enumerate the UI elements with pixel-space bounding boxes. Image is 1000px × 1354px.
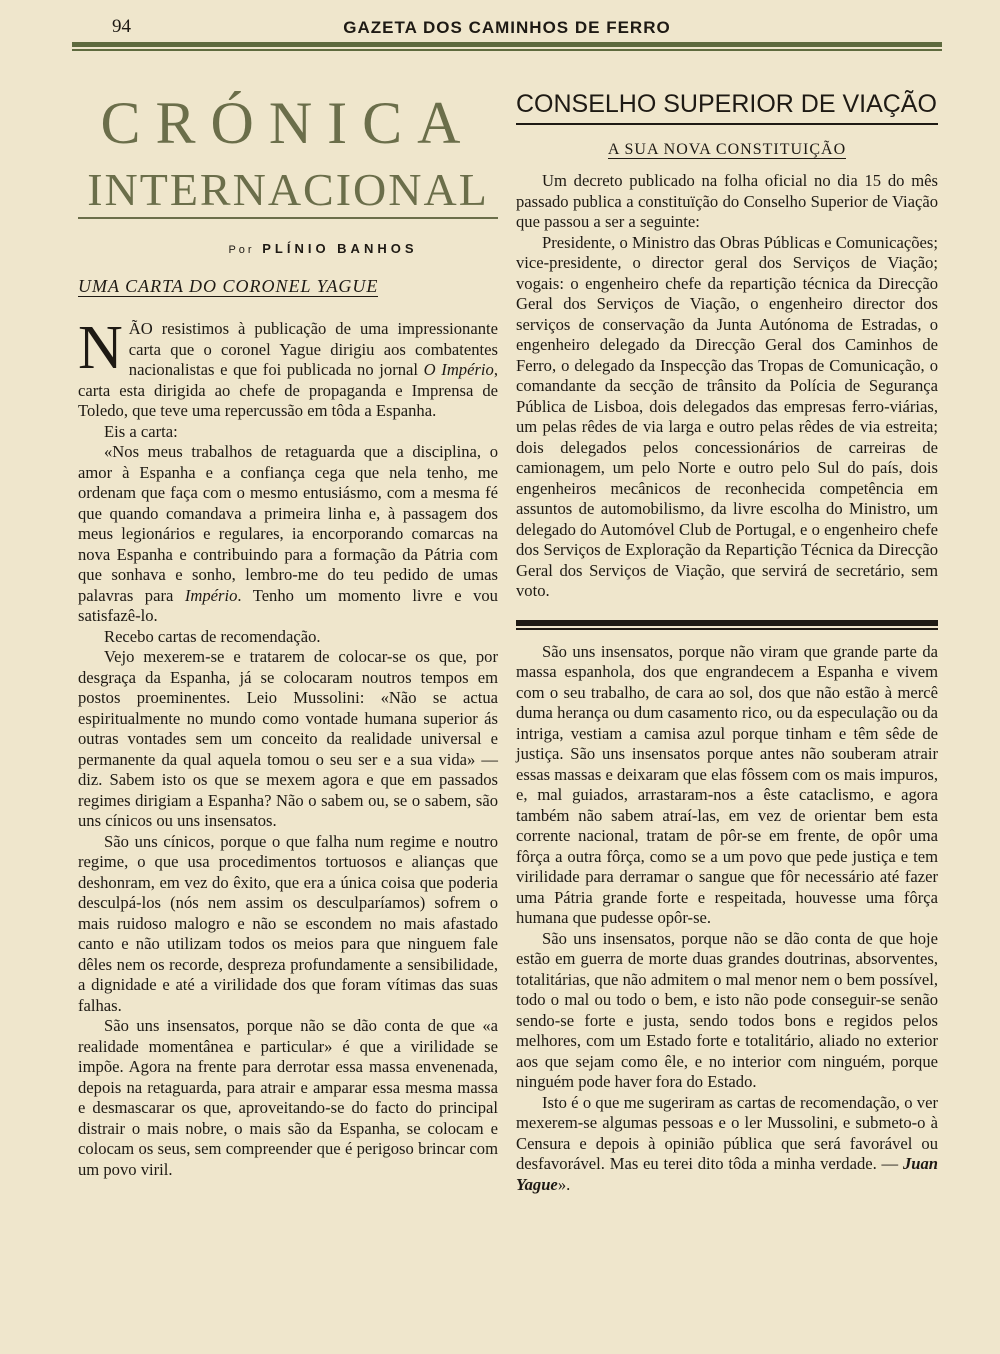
paragraph: «Nos meus trabalhos de retaguarda que a disciplina, o amor à Espanha e a confiança cega que nela tenho, me ordenam que faça com o mesmo entusiásmo, com a mesma fé que quando comandava a primeira linha e, à passagem dos meus legionários e regulares, ia encorporando comarcas na nova Espanha e contribuindo para a formação da Pátria com que sonhava e sonho, lembro-me do teu pedido de umas palavras para Império. Tenho um momento livre e vou satisfazê-lo. (78, 442, 498, 625)
byline-author: PLÍNIO BANHOS (262, 241, 418, 256)
signature: Juan Yague (516, 1154, 938, 1194)
separator-thick (516, 620, 938, 626)
article-subheading (78, 276, 498, 297)
journal-title: GAZETA DOS CAMINHOS DE FERRO (343, 18, 671, 37)
page-header (72, 10, 942, 40)
paragraph: São uns insensatos, porque não se dão conta de que «a realidade momentânea e particular» é que a virilidade se impõe. Agora na frente para derrotar essa massa envenenada, depois na retaguarda, para atrair e amparar essa mesma massa e desmascarar os que, aproveitando-se do facto do principal distrair o mais nobre, o mais são da Espanha, se colocam e colocam os seus, sem compreender que é perigoso brincar com um povo viril. (78, 1016, 498, 1179)
paragraph: Um decreto publicado na folha oficial no dia 15 do mês passado publica a constituïção do Conselho Superior de Viação que passou a ser a seguinte: (516, 171, 938, 231)
left-article-body (78, 314, 498, 1180)
continuation-body (516, 642, 938, 1196)
paragraph: São uns insensatos, porque não se dão conta de que hoje estão em guerra de morte duas grandes doutrinas, absorventes, totalitárias, que não admitem o mal menor nem o bem possível, todo o mal ou todo o bem, e isto não pode conseguir-se senão sendo-se forte e justa, sendo todos bons e regidos pelos melhores, com um Estado forte e totalitário, aliado no exterior aos que sejam como êle, e no interior com ninguém, porque ninguém pode haver fora do Estado. (516, 928, 938, 1091)
paragraph: Vejo mexerem-se e tratarem de colocar-se os que, por desgraça da Espanha, já se colocaram noutros tempos em postos proeminentes. Leio Mussolini: «Não se actua espiritualmente no mundo como vontade humana superior ás outras vontades sem um conceito da realidade universal e permanente da qual aquela tomou o seu ser e a sua vida» — diz. Sabem isto os que se mexem agora e que em passados regimes dirigiam a Espanha? Não o sabem ou, se o sabem, são uns cínicos ou uns insensatos. (78, 647, 498, 830)
right-article-body (516, 171, 938, 602)
paragraph: Eis a carta: (104, 421, 178, 441)
section-title-cronica: CRÓNICA (100, 90, 476, 156)
byline (148, 241, 498, 256)
header-rule-thick (72, 42, 942, 47)
paragraph: NÃO resistimos à publicação de uma impressionante carta que o coronel Yague dirigiu aos combatentes nacionalistas e que foi publicada no jornal O Império, carta esta dirigida ao chefe de propaganda e Imprensa de Toledo, que teve uma repercussão em tôda a Espanha. (78, 314, 498, 420)
article-title-conselho: CONSELHO SUPERIOR DE VIAÇÃO (516, 90, 938, 125)
paragraph: São uns insensatos, porque não viram que grande parte da massa espanhola, dos que engrandecem a Espanha e vivem com o seu trabalho, de cara ao sol, dos que não estão à mercê duma herança ou dum casamento rico, ou da especulação ou da intriga, vestiam a camisa azul porque tinham e têm sêde de justiça. São uns insensatos porque antes não souberam atrair essas massas e deixaram que elas fôssem com os mais impuros, e, mal guiados, arrastaram-nos a êste cataclismo, e agora também não sabem atraí-las, em vez de orientar bem esta corrente nacional, tratam de pôr-se em frente, de opôr uma fôrça a outra fôrça, como se a um povo que pede justiça e tem virilidade para derramar o sangue que fôr necessário até fazer uma Pátria grande forte e respeitada, houvesse uma fôrça humana que pudesse opôr-se. (516, 641, 938, 927)
separator-thin (516, 628, 938, 630)
paragraph: Recebo cartas de recomendação. (104, 626, 321, 646)
right-column (516, 80, 938, 1195)
paragraph: São uns cínicos, porque o que falha num regime e noutro regime, o que usa procedimentos tortuosos e alianças que deshonram, em vez do êxito, que era a única coisa que poderia desculpá-los (nós nem assim os desculparíamos) sofrem o mais ruidoso malogro e não se escondem no mais afastado canto e não utilizam todos os meios para que ninguem fale dêles nem os recorde, despreza profundamente a sensibilidade, a dignidade e até a virilidade dos que foram vítimas das suas falhas. (78, 831, 498, 1015)
title-underline (78, 217, 498, 219)
subtitle-text: A SUA NOVA CONSTITUIÇÃO (607, 141, 847, 158)
page-number: 94 (112, 16, 131, 37)
header-rule-thin (72, 49, 942, 51)
left-column (78, 80, 498, 1180)
subheading-text: UMA CARTA DO CORONEL YAGUE (78, 276, 379, 296)
section-title-internacional: INTERNACIONAL (87, 164, 489, 215)
drop-cap: N (78, 314, 123, 382)
byline-prefix: Por (228, 244, 255, 256)
article-subtitle (516, 141, 938, 159)
paragraph: Presidente, o Ministro das Obras Públicas e Comunicações; vice-presidente, o director geral dos Serviços de Viação; vogais: o engenheiro chefe da repartição técnica da Direcção Geral dos Serviços de Viação, o engenheiro director dos serviços de conservação da Junta Autónoma de Estradas, o engenheiro delegado da Direcção Geral dos Caminhos de Ferro, o delegado da Inspecção das Tropas de Comunicação, o comandante da secção de trânsito da Polícia de Segurança Pública de Lisboa, dois delegados das empresas ferro-viárias, um pelas rêdes de via larga e outro pelas rêdes de via estreita; dois delegados pelos concessionários de carreiras de camionagem, um pelo Norte e outro pelo Sul do país, dois engenheiros mecânicos de reconhecida competência em assuntos de automobilismo, da livre escolha do Ministro, um delegado do Automóvel Club de Portugal, e o engenheiro chefe dos Serviços de Exploração da Repartição Técnica da Direcção Geral dos Serviços de Viação, que servirá de secretário, sem voto. (516, 232, 938, 600)
paragraph: Isto é o que me sugeriram as cartas de recomendação, o ver mexerem-se algumas pessoas e o ler Mussolini, e submeto-o à Censura e depois à opinião pública que será favorável ou desfavorável. Mas eu terei dito tôda a minha verdade. — Juan Yague». (516, 1092, 938, 1194)
